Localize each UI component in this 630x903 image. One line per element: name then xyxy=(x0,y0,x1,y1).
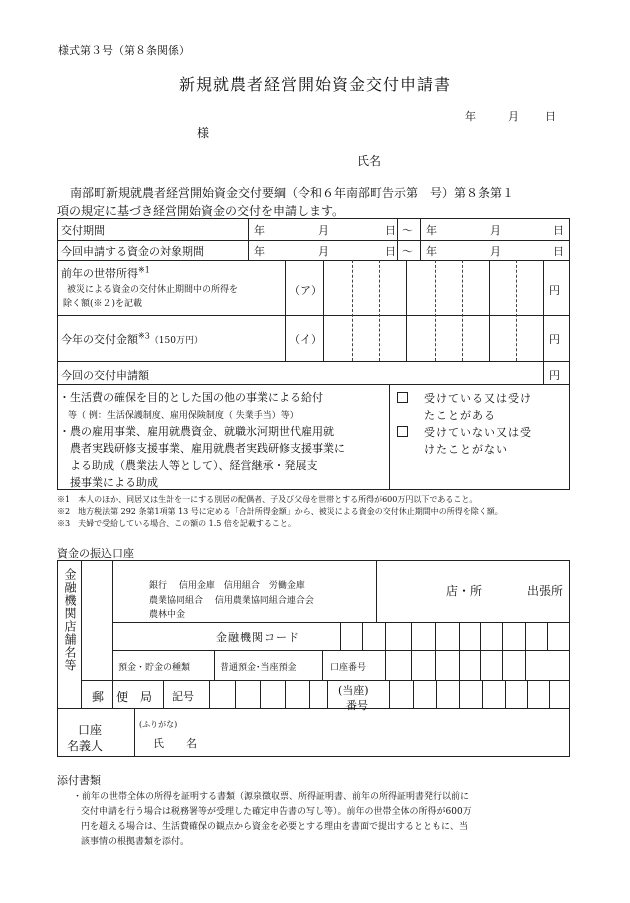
not-received-option-2: けたことがない xyxy=(424,443,508,456)
not-received-checkbox[interactable] xyxy=(397,426,408,437)
bank-types-line-1: 銀行 信用金庫 信用組合 労働金庫 xyxy=(149,581,305,591)
attachments-title: 添付書類 xyxy=(57,774,101,787)
period-end-month: 月 xyxy=(490,224,501,237)
deposit-type-label: 預金・貯金の種類 xyxy=(118,663,191,673)
benefit-line-4: 農者実践研修支援事業、雇用就農者実践研修支援事業に xyxy=(59,442,345,455)
current-amount-label: 今回の交付申請額 xyxy=(61,369,149,382)
target-start-day: 日 xyxy=(385,245,396,258)
income-sub-2: 除く額(※２)を記載 xyxy=(63,299,143,309)
holder-label-1: 口座 xyxy=(78,723,103,737)
benefit-line-1: ・生活費の確保を目的とした国の他の事業による給付 xyxy=(59,391,323,404)
form-number: 様式第３号（第８条関係） xyxy=(58,44,190,57)
period-start-month: 月 xyxy=(318,224,329,237)
holder-name-field[interactable] xyxy=(220,720,565,750)
income-yen: 円 xyxy=(549,284,560,297)
postal-number-label-1: (当座) xyxy=(338,684,369,697)
bank-types-line-2: 農業協同組合 信用農業協同組合連合会 xyxy=(149,596,314,606)
amount-yen: 円 xyxy=(549,333,560,346)
attachments-line-2: 交付申請を行う場合は税務署等が受理した確定申告書の写し等）。前年の世帯全体の所得が600万 xyxy=(81,807,472,817)
attachments-line-4: 該事情の根拠書類を添付。 xyxy=(81,837,190,847)
marker-a: （ア） xyxy=(289,284,322,297)
target-tilde: ～ xyxy=(402,245,413,258)
received-option-1: 受けている又は受け xyxy=(424,392,532,405)
benefit-line-5: よる助成（農業法人等として）、経営継承・発展支 xyxy=(59,459,318,472)
intro-text-line-1: 南部町新規就農者経営開始資金交付要綱（令和６年南部町告示第 号）第８条第１ xyxy=(70,186,515,200)
benefit-line-3: ・農の雇用事業、雇用就農資金、就職氷河期世代雇用就 xyxy=(59,425,334,438)
account-number-label: 口座番号 xyxy=(330,663,367,673)
amount-label: 今年の交付金額$^{※3}$（150万円） xyxy=(61,331,203,346)
postal-symbol-label: 記号 xyxy=(172,690,194,703)
intro-text-line-2: 項の規定に基づき経営開始資金の交付を申請します。 xyxy=(57,204,345,218)
deposit-type-value: 普通預金･当座預金 xyxy=(220,663,297,673)
note-2: ※2 地方税法第 292 条第1項第 13 号に定める「合計所得金額」から、被災による資金の交付休止期間中の所得を除く額。 xyxy=(57,507,503,516)
income-sub-1: 被災による資金の交付休止期間中の所得を xyxy=(67,285,239,295)
period-label: 交付期間 xyxy=(61,224,105,237)
postal-number-label-2: 番号 xyxy=(346,699,368,712)
period-start-year: 年 xyxy=(254,224,265,237)
period-end-day: 日 xyxy=(553,224,564,237)
date-year: 年 xyxy=(465,110,476,123)
page-title: 新規就農者経営開始資金交付申請書 xyxy=(178,75,451,94)
marker-i: （イ） xyxy=(289,333,322,346)
holder-name-label: 氏 名 xyxy=(153,737,197,750)
attachments-line-3: 円を超える場合は、生活費確保の観点から資金を必要とする理由を書面で提出するとともに、当 xyxy=(81,822,469,832)
current-yen: 円 xyxy=(549,369,560,382)
note-3: ※3 夫婦で受給している場合、この額の 1.5 倍を記載すること。 xyxy=(57,519,296,528)
not-received-option-1: 受けていない又は受 xyxy=(424,426,532,439)
target-end-month: 月 xyxy=(490,245,501,258)
addressee-suffix: 様 xyxy=(197,126,210,140)
sub-branch-label: 出張所 xyxy=(527,584,564,598)
bank-side-label: 金融機関店舗名等 xyxy=(63,568,77,672)
period-end-year: 年 xyxy=(426,224,437,237)
target-period-label: 今回申請する資金の対象期間 xyxy=(61,245,204,258)
received-option-2: たことがある xyxy=(424,409,496,422)
benefit-line-6: 援事業による助成 xyxy=(59,476,158,489)
applicant-name-label: 氏名 xyxy=(357,154,382,168)
target-start-month: 月 xyxy=(318,245,329,258)
date-day: 日 xyxy=(545,110,556,123)
income-label: 前年の世帯所得$^{※1}$ xyxy=(61,265,150,280)
bank-types-line-3: 農林中金 xyxy=(149,610,186,620)
target-end-day: 日 xyxy=(553,245,564,258)
benefit-line-2: 等（ 例：生活保護制度、雇用保険制度（ 失業手当）等） xyxy=(59,411,299,421)
date-month: 月 xyxy=(508,110,519,123)
bank-section-title: 資金の振込口座 xyxy=(57,547,134,560)
target-start-year: 年 xyxy=(254,245,265,258)
note-1: ※1 本人のほか、同居又は生計を一にする別居の配偶者、子及び父母を世帯とする所得が600万円以下であること。 xyxy=(57,495,478,504)
received-checkbox[interactable] xyxy=(397,392,408,403)
furigana-label: (ふりがな) xyxy=(139,720,178,729)
period-tilde: ～ xyxy=(402,224,413,237)
holder-label-2: 名義人 xyxy=(67,739,104,753)
target-end-year: 年 xyxy=(426,245,437,258)
period-start-day: 日 xyxy=(385,224,396,237)
attachments-line-1: ・前年の世帯全体の所得を証明する書類（源泉徴収票、所得証明書、前年の所得証明書発行以前に xyxy=(73,792,470,802)
bank-code-label: 金融機関コード xyxy=(216,631,300,644)
branch-label: 店・所 xyxy=(446,584,483,598)
postal-label: 郵 便 局 xyxy=(92,690,153,704)
